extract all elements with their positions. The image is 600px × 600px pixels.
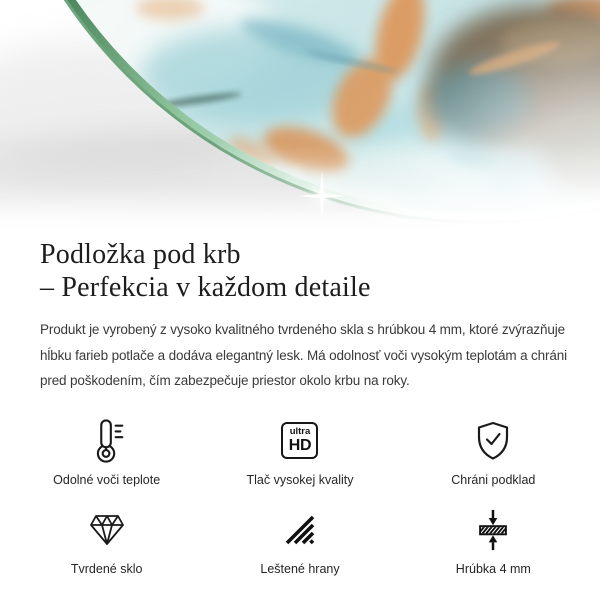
feature-thickness [397, 505, 590, 576]
feature-polished-edges [203, 505, 396, 576]
feature-grid [0, 416, 600, 576]
polished-edges-icon [284, 514, 316, 546]
page-title-line2: – Perfekcia v každom detaile [40, 272, 371, 303]
feature-label: Odolné voči teplote [53, 472, 161, 487]
compressed-thickness-icon [476, 508, 510, 552]
feature-label: Tlač vysokej kvality [246, 472, 354, 487]
product-description: Produkt je vyrobený z vysoko kvalitného tvrdeného skla s hrúbkou 4 mm, ktoré zvýrazňuje hĺbku farieb potlače a dodáva elegantný lesk. Má odolnosť voči vysokým teplotám a chráni pred poškodením, čím zabezpečuje priestor okolo krbu na roky. [40, 322, 567, 388]
feature-tempered-glass [10, 505, 203, 576]
page-title [40, 238, 560, 304]
feature-label: Hrúbka 4 mm [455, 561, 531, 576]
shield-check-icon [475, 421, 511, 461]
feature-heat-resistant [10, 416, 203, 487]
thermometer-icon [89, 418, 125, 464]
page-title-line1: Podložka pod krb [40, 239, 241, 270]
product-photo [0, 0, 600, 232]
feature-print-quality [203, 416, 396, 487]
diamond-icon [88, 513, 126, 547]
ultra-hd-icon: ultra HD [281, 422, 318, 459]
feature-label: Chráni podklad [451, 472, 536, 487]
feature-label: Tvrdené sklo [70, 561, 143, 576]
feature-label: Leštené hrany [260, 561, 340, 576]
feature-protects-floor [397, 416, 590, 487]
